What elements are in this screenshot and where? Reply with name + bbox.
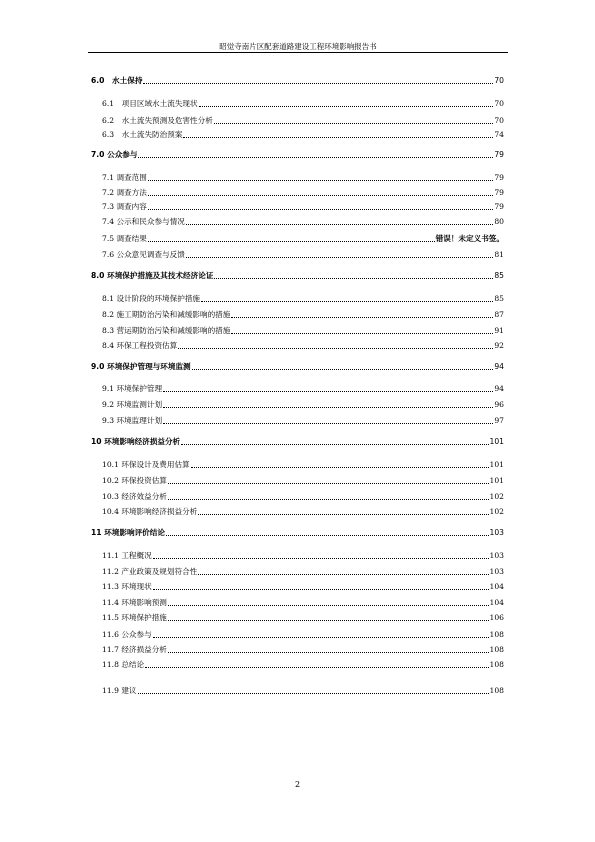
toc-section-entry[interactable] — [0, 580, 504, 592]
toc-entry-label: 10.4 环境影响经济损益分析 — [102, 507, 198, 516]
dot-leader — [148, 209, 493, 210]
toc-section-entry[interactable] — [0, 128, 504, 140]
dot-leader — [166, 535, 489, 536]
toc-chapter-entry[interactable] — [0, 360, 504, 372]
toc-entry-page: 79 — [494, 173, 504, 182]
toc-entry-label: 10 环境影响经济损益分析 — [91, 437, 181, 446]
toc-chapter-entry[interactable] — [0, 269, 504, 281]
dot-leader — [198, 514, 488, 515]
toc-entry-label: 6.0 水土保持 — [91, 76, 143, 85]
toc-entry-page: 错误！未定义书签。 — [435, 234, 504, 243]
dot-leader — [168, 499, 489, 500]
toc-entry-label: 11.2 产业政策及规划符合性 — [102, 567, 198, 576]
toc-entry-page: 85 — [494, 294, 504, 303]
dot-leader — [199, 106, 494, 107]
toc-entry-label: 8.2 施工期防治污染和减缓影响的措施 — [102, 310, 231, 319]
dot-leader — [153, 589, 489, 590]
toc-section-entry[interactable] — [0, 549, 504, 561]
toc-entry-label: 11.4 环境影响预测 — [102, 598, 167, 607]
toc-entry-page: 74 — [494, 130, 504, 139]
toc-entry-label: 10.1 环保设计及费用估算 — [102, 460, 190, 469]
toc-entry-label: 6.1 项目区域水土流失现状 — [102, 99, 198, 108]
toc-section-entry[interactable] — [0, 248, 504, 260]
toc-chapter-entry[interactable] — [0, 435, 504, 447]
toc-entry-page: 94 — [494, 362, 504, 371]
toc-section-entry[interactable] — [0, 215, 504, 227]
toc-entry-label: 7.0 公众参与 — [91, 150, 138, 159]
dot-leader — [181, 444, 488, 445]
page-number: 2 — [294, 780, 301, 789]
toc-entry-label: 8.3 营运期防治污染和减缓影响的措施 — [102, 326, 231, 335]
toc-entry-page: 87 — [494, 310, 504, 319]
toc-entry-page: 102 — [489, 507, 504, 516]
toc-section-entry[interactable] — [0, 171, 504, 183]
toc-entry-label: 9.2 环境监测计划 — [102, 400, 163, 409]
toc-entry-label: 8.4 环保工程投资估算 — [102, 341, 178, 350]
toc-entry-label: 7.3 调查内容 — [102, 202, 147, 211]
toc-section-entry[interactable] — [0, 339, 504, 351]
toc-section-entry[interactable] — [0, 474, 504, 486]
dot-leader — [231, 333, 493, 334]
toc-entry-label: 7.6 公众意见调查与反馈 — [102, 250, 185, 259]
dot-leader — [153, 558, 489, 559]
dot-leader — [178, 348, 493, 349]
toc-entry-page: 70 — [494, 76, 504, 85]
dot-leader — [201, 301, 493, 302]
dot-leader — [163, 391, 493, 392]
toc-entry-label: 10.2 环保投资估算 — [102, 476, 167, 485]
toc-section-entry[interactable] — [0, 658, 504, 670]
dot-leader — [214, 278, 493, 279]
dot-leader — [168, 652, 489, 653]
toc-entry-label: 11.7 经济损益分析 — [102, 645, 167, 654]
toc-entry-label: 9.0 环境保护管理与环境监测 — [91, 362, 191, 371]
document-header-title: 昭觉寺南片区配套道路建设工程环境影响报告书 — [219, 42, 377, 51]
dot-leader — [186, 257, 493, 258]
dot-leader — [198, 574, 488, 575]
toc-entry-page: 103 — [489, 528, 504, 537]
dot-leader — [186, 224, 493, 225]
toc-entry-page: 79 — [494, 202, 504, 211]
dot-leader — [145, 667, 488, 668]
toc-entry-label: 11.9 建议 — [102, 686, 137, 695]
toc-entry-page: 91 — [494, 326, 504, 335]
toc-entry-page: 101 — [489, 460, 504, 469]
toc-entry-page: 81 — [494, 250, 504, 259]
toc-section-entry[interactable] — [0, 505, 504, 517]
toc-section-entry[interactable] — [0, 114, 504, 126]
toc-section-entry[interactable] — [0, 382, 504, 394]
toc-entry-page: 102 — [489, 492, 504, 501]
toc-section-entry[interactable] — [0, 200, 504, 212]
toc-entry-page: 104 — [489, 598, 504, 607]
toc-entry-page: 94 — [494, 384, 504, 393]
dot-leader — [183, 137, 493, 138]
toc-entry-page: 80 — [494, 217, 504, 226]
toc-entry-page: 97 — [494, 416, 504, 425]
toc-entry-page: 103 — [489, 567, 504, 576]
dot-leader — [231, 317, 493, 318]
toc-section-entry[interactable] — [0, 232, 504, 244]
dot-leader — [168, 620, 489, 621]
toc-entry-page: 92 — [494, 341, 504, 350]
toc-section-entry[interactable] — [0, 684, 504, 696]
toc-entry-page: 103 — [489, 551, 504, 560]
dot-leader — [163, 423, 493, 424]
toc-entry-label: 11.8 总结论 — [102, 660, 145, 669]
toc-section-entry[interactable] — [0, 611, 504, 623]
toc-entry-page: 108 — [489, 645, 504, 654]
dot-leader — [153, 637, 489, 638]
toc-entry-page: 101 — [489, 476, 504, 485]
toc-entry-label: 11 环境影响评价结论 — [91, 528, 165, 537]
toc-chapter-entry[interactable] — [0, 526, 504, 538]
toc-entry-label: 7.4 公示和民众参与情况 — [102, 217, 185, 226]
toc-section-entry[interactable] — [0, 414, 504, 426]
toc-entry-label: 11.1 工程概况 — [102, 551, 152, 560]
dot-leader — [168, 605, 489, 606]
toc-entry-page: 70 — [494, 99, 504, 108]
toc-section-entry[interactable] — [0, 308, 504, 320]
toc-section-entry[interactable] — [0, 186, 504, 198]
toc-entry-label: 11.3 环境现状 — [102, 582, 152, 591]
dot-leader — [148, 195, 493, 196]
toc-entry-page: 108 — [489, 686, 504, 695]
toc-entry-label: 7.2 调查方法 — [102, 188, 147, 197]
dot-leader — [168, 483, 489, 484]
toc-entry-page: 101 — [489, 437, 504, 446]
dot-leader — [143, 83, 493, 84]
toc-section-entry[interactable] — [0, 643, 504, 655]
toc-entry-page: 79 — [494, 188, 504, 197]
dot-leader — [148, 180, 493, 181]
toc-entry-label: 11.6 公众参与 — [102, 630, 152, 639]
dot-leader — [163, 407, 493, 408]
toc-section-entry[interactable] — [0, 97, 504, 109]
dot-leader — [148, 241, 435, 242]
toc-entry-label: 8.1 设计阶段的环境保护措施 — [102, 294, 201, 303]
toc-entry-page: 104 — [489, 582, 504, 591]
toc-section-entry[interactable] — [0, 565, 504, 577]
toc-entry-page: 108 — [489, 660, 504, 669]
toc-section-entry[interactable] — [0, 628, 504, 640]
toc-entry-label: 7.1 调查范围 — [102, 173, 147, 182]
dot-leader — [138, 693, 489, 694]
toc-entry-label: 10.3 经济效益分析 — [102, 492, 167, 501]
dot-leader — [214, 123, 494, 124]
toc-entry-label: 9.1 环境保护管理 — [102, 384, 163, 393]
dot-leader — [192, 369, 494, 370]
toc-section-entry[interactable] — [0, 324, 504, 336]
toc-entry-page: 79 — [494, 150, 504, 159]
toc-section-entry[interactable] — [0, 596, 504, 608]
dot-leader — [138, 157, 493, 158]
toc-section-entry[interactable] — [0, 292, 504, 304]
toc-entry-page: 108 — [489, 630, 504, 639]
toc-chapter-entry[interactable] — [0, 74, 504, 86]
toc-entry-label: 9.3 环境监理计划 — [102, 416, 163, 425]
toc-chapter-entry[interactable] — [0, 148, 504, 160]
toc-entry-label: 6.3 水土流失防治预案 — [102, 130, 183, 139]
toc-entry-label: 7.5 调查结果 — [102, 234, 147, 243]
toc-section-entry[interactable] — [0, 490, 504, 502]
toc-entry-page: 96 — [494, 400, 504, 409]
toc-entry-label: 11.5 环境保护措施 — [102, 613, 167, 622]
toc-section-entry[interactable] — [0, 398, 504, 410]
toc-entry-label: 6.2 水土流失预测及危害性分析 — [102, 116, 213, 125]
toc-entry-page: 106 — [489, 613, 504, 622]
toc-section-entry[interactable] — [0, 458, 504, 470]
toc-entry-label: 8.0 环境保护措施及其技术经济论证 — [91, 271, 214, 280]
dot-leader — [191, 467, 489, 468]
toc-entry-page: 85 — [494, 271, 504, 280]
toc-entry-page: 70 — [494, 116, 504, 125]
